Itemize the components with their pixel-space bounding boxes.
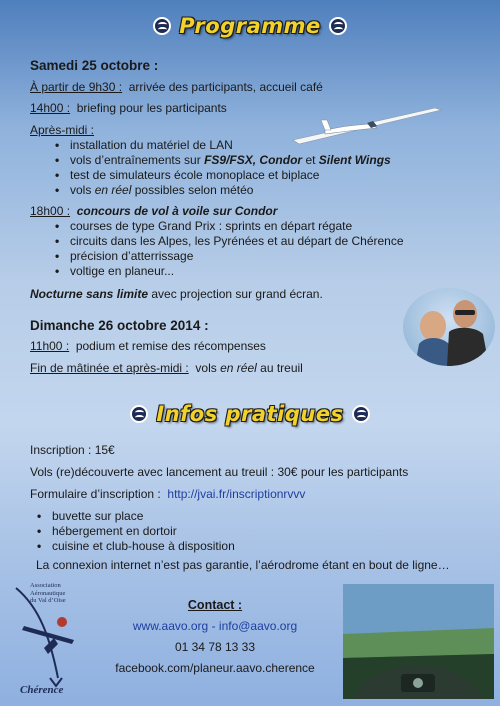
contact-phone: 01 34 78 13 33 (174, 640, 256, 654)
glider-photo (285, 90, 485, 150)
pilots-photo (403, 288, 495, 366)
arrival-line (30, 80, 323, 95)
infos-title: Infos pratiques (156, 402, 344, 426)
list-item: • précision d’atterrissage (52, 249, 404, 264)
list-item: • test de simulateurs école monoplace et biplace (52, 168, 391, 183)
afternoon-label: Après-midi : (30, 123, 95, 137)
amenities-list (34, 509, 235, 554)
saturday-heading: Samedi 25 octobre : (30, 58, 159, 73)
list-item: • hébergement en dortoir (34, 524, 235, 539)
club-wings-icon (352, 405, 370, 423)
inscription-price: Inscription : 15€ (30, 443, 115, 457)
contact-title: Contact : (187, 598, 243, 612)
club-wings-icon (329, 17, 347, 35)
email-link[interactable]: info@aavo.org (218, 619, 298, 633)
podium-time: 11h00 : (30, 339, 70, 353)
contest-time: 18h00 : (30, 204, 71, 218)
website-link[interactable]: www.aavo.org (132, 619, 209, 633)
infos-banner (0, 402, 500, 426)
night-line (30, 287, 323, 302)
list-item: • cuisine et club-house à disposition (34, 539, 235, 554)
end-label: Fin de mâtinée et après-midi : (30, 361, 189, 375)
list-item: • circuits dans les Alpes, les Pyrénées et au départ de Chérence (52, 234, 404, 249)
list-item: • buvette sur place (34, 509, 235, 524)
arrival-text: arrivée des participants, accueil café (128, 80, 323, 94)
contact-facebook[interactable]: facebook.com/planeur.aavo.cherence (115, 661, 315, 675)
club-name: Association Aéronautique du Val d’Oise (30, 582, 66, 604)
arrival-time: À partir de 9h30 : (30, 80, 123, 94)
list-item: • installation du matériel de LAN (52, 138, 391, 153)
night-text: avec projection sur grand écran. (151, 287, 323, 301)
list-item: • vols en réel possibles selon météo (52, 183, 391, 198)
vols-price: Vols (re)découverte avec lancement au treuil : 30€ pour les participants (30, 465, 409, 479)
list-item: • courses de type Grand Prix : sprints en départ régate (52, 219, 404, 234)
connection-note: La connexion internet n’est pas garantie, l’aérodrome étant en bout de ligne… (36, 558, 450, 572)
list-item: • vols d’entraînements sur FS9/FSX, Condor et Silent Wings (52, 153, 391, 168)
podium-text: podium et remise des récompenses (75, 339, 266, 353)
end-line: Fin de mâtinée et après-midi : vols en réel au treuil (30, 361, 303, 375)
club-wings-icon (153, 17, 171, 35)
briefing-line (30, 101, 227, 116)
contact-web-line: www.aavo.org - info@aavo.org (132, 619, 298, 633)
club-wings-icon (130, 405, 148, 423)
briefing-text: briefing pour les participants (76, 101, 227, 115)
form-line (30, 487, 305, 502)
club-town: Chérence (20, 684, 64, 696)
briefing-time: 14h00 : (30, 101, 71, 115)
contest-list (52, 219, 404, 279)
contest-text: concours de vol à voile sur Condor (76, 204, 278, 218)
podium-line (30, 339, 266, 354)
form-link[interactable]: http://jvai.fr/inscriptionrvvv (167, 487, 306, 501)
list-item: • voltige en planeur... (52, 264, 404, 279)
simulator-cockpit-photo (343, 584, 494, 699)
night-bold: Nocturne sans limite (30, 287, 149, 301)
sunday-heading: Dimanche 26 octobre 2014 : (30, 318, 209, 333)
programme-title: Programme (179, 14, 321, 38)
form-label: Formulaire d’inscription : (30, 487, 161, 501)
programme-banner (0, 14, 500, 38)
contest-line (30, 204, 277, 219)
